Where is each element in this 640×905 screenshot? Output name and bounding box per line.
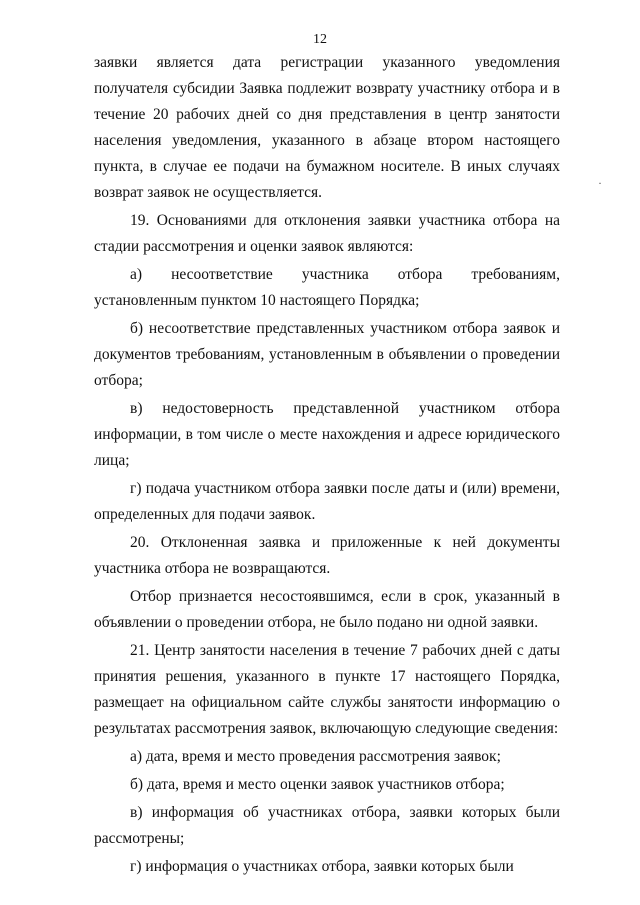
margin-mark: · (598, 176, 602, 190)
paragraph-19c: в) недостоверность представленной участником отбора информации, в том числе о месте нахождения и адресе юридического лица; (94, 400, 560, 469)
paragraph-19b: б) несоответствие представленных участником отбора заявок и документов требованиям, установленным в объявлении о проведении отбора; (94, 320, 560, 389)
paragraph-continuation: заявки является дата регистрации указанного уведомления получателя субсидии Заявка подлежит возврату участнику отбора и в течение 20 рабочих дней со дня представления в центр занятости населения уведомления, указанного в абзаце втором настоящего пункта, в случае ее подачи на бумажном носителе. В иных случаях возврат заявок не осуществляется. (94, 54, 560, 201)
paragraph-item-19: 19. Основаниями для отклонения заявки участника отбора на стадии рассмотрения и оценки заявок являются: (94, 212, 560, 255)
page-number: 12 (313, 32, 327, 47)
paragraph-item-21: 21. Центр занятости населения в течение 7 рабочих дней с даты принятия решения, указанного в пункте 17 настоящего Порядка, размещает на официальном сайте службы занятости информацию о результатах рассмотрения заявок, включающую следующие сведения: (94, 642, 560, 737)
paragraph-20-note: Отбор признается несостоявшимся, если в срок, указанный в объявлении о проведении отбора, не было подано ни одной заявки. (94, 588, 560, 631)
paragraph-item-20: 20. Отклоненная заявка и приложенные к ней документы участника отбора не возвращаются. (94, 534, 560, 577)
paragraph-19d: г) подача участником отбора заявки после даты и (или) времени, определенных для подачи заявок. (94, 480, 560, 523)
paragraph-19a: а) несоответствие участника отбора требованиям, установленным пунктом 10 настоящего Порядка; (94, 266, 560, 309)
paragraph-21d: г) информация о участниках отбора, заявки которых были (130, 858, 514, 875)
document-body (94, 50, 560, 882)
paragraph-21a: а) дата, время и место проведения рассмотрения заявок; (130, 748, 501, 765)
paragraph-21b: б) дата, время и место оценки заявок участников отбора; (130, 776, 505, 793)
paragraph-21c: в) информация об участниках отбора, заявки которых были рассмотрены; (94, 804, 560, 847)
